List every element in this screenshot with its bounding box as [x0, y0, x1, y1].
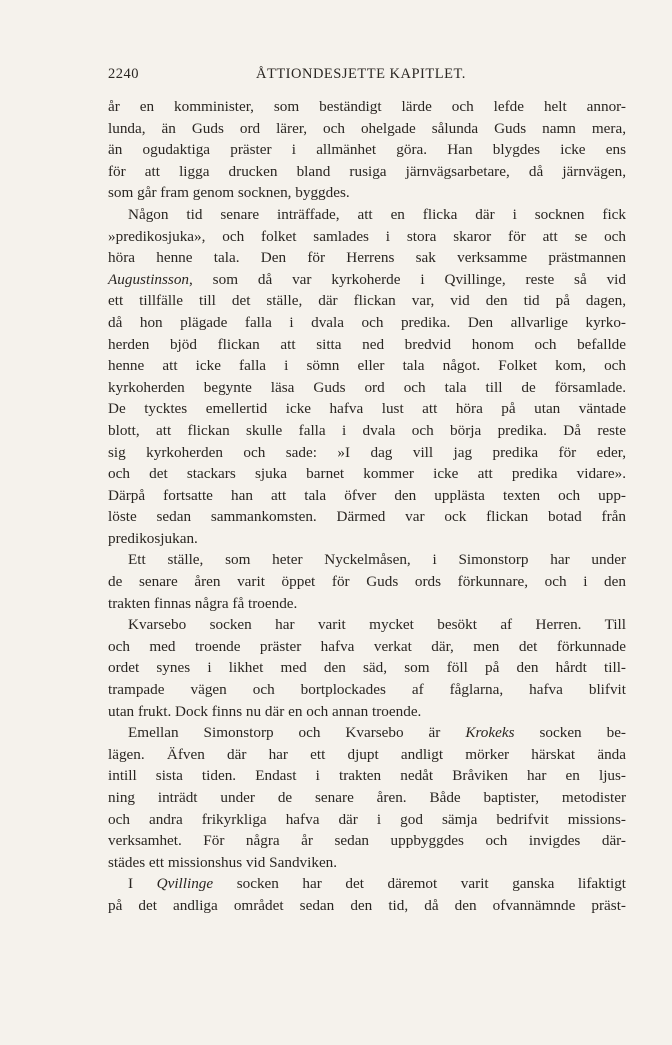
text-line: utan frukt. Dock finns nu där en och annan troende.	[108, 702, 422, 720]
text-line: Emellan Simonstorp och Kvarsebo är Krokeks socken be-	[128, 724, 626, 742]
text-line: lunda, än Guds ord lärer, och ohelgade sålunda Guds namn mera,	[108, 119, 626, 137]
text-line: Kvarsebo socken har varit mycket besökt af Herren. Till	[128, 616, 626, 634]
running-title: ÅTTIONDESJETTE KAPITLET.	[256, 66, 466, 82]
text-line: än ogudaktiga präster i allmänhet göra. Han blygdes icke ens	[108, 141, 626, 159]
text-line: predikosjukan.	[108, 529, 198, 547]
text-line: trakten finnas några få troende.	[108, 594, 298, 612]
text-line: Därpå fortsatte han att tala öfver den upplästa texten och upp-	[108, 486, 626, 504]
text-line: »predikosjuka», och folket samlades i stora skaror för att se och	[108, 227, 626, 245]
paragraph	[108, 614, 626, 722]
page-header	[108, 66, 616, 88]
paragraph	[108, 549, 626, 614]
text-line: för att ligga drucken bland rusiga järnvägsarbetare, då järnvägen,	[108, 162, 626, 180]
text-line: ett tillfälle till det ställe, där flickan var, vid den tid på dagen,	[108, 292, 626, 310]
text-line: löste sedan sammankomsten. Därmed var ock flickan botad från	[108, 508, 626, 526]
text-line: kyrkoherden begynte läsa Guds ord och tala till de församlade.	[108, 378, 626, 396]
text-line: henne att icke falla i sömn eller tala något. Folket kom, och	[108, 357, 626, 375]
paragraph	[108, 873, 626, 916]
text-line: och andra frikyrkliga hafva där i god sämja bedrifvit missions-	[108, 810, 626, 828]
text-line: lägen. Äfven där har ett djupt andligt mörker härskat ända	[108, 745, 626, 763]
text-line: De tycktes emellertid icke hafva lust att höra på utan väntade	[108, 400, 626, 418]
text-line: herden bjöd flickan att sitta ned bredvid honom och befallde	[108, 335, 626, 353]
text-line: verksamhet. För några år sedan uppbyggdes och invigdes där-	[108, 832, 626, 850]
paragraph	[108, 204, 626, 550]
text-line: år en komminister, som beständigt lärde och lefde helt annor-	[108, 98, 626, 115]
text-line: blott, att flickan skulle falla i dvala och börja predika. Då reste	[108, 421, 626, 439]
text-line: Någon tid senare inträffade, att en flicka där i socknen fick	[128, 205, 626, 223]
paragraph	[108, 96, 626, 204]
text-line: ordet synes i likhet med den säd, som föll på den hårdt till-	[108, 659, 626, 677]
text-line: ning inträdt under de senare åren. Både baptister, metodister	[108, 789, 626, 806]
text-line: på det andliga området sedan den tid, då den ofvannämnde präst-	[108, 896, 626, 914]
text-line: intill sista tiden. Endast i trakten nedåt Bråviken har en ljus-	[108, 767, 626, 785]
text-line: då hon plägade falla i dvala och predika. Den allvarlige kyrko-	[108, 313, 626, 331]
text-line: I Qvillinge socken har det däremot varit ganska lifaktigt	[128, 875, 627, 893]
text-line: trampade vägen och bortplockades af fåglarna, hafva blifvit	[108, 681, 626, 699]
text-line: Ett ställe, som heter Nyckelmåsen, i Simonstorp har under	[128, 551, 626, 569]
text-line: och med troende präster hafva verkat där, men det förkunnade	[108, 637, 626, 655]
text-line: som går fram genom socknen, byggdes.	[108, 184, 350, 202]
text-line: höra henne tala. Den för Herrens sak verksamme prästmannen	[108, 249, 626, 267]
text-line: sig kyrkoherden och sade: »I dag vill jag predika för eder,	[108, 443, 626, 461]
paragraph	[108, 722, 626, 873]
page-number: 2240	[108, 66, 139, 82]
text-line: de senare åren varit öppet för Guds ords förkunnare, och i den	[108, 573, 626, 591]
text-line: Augustinsson, som då var kyrkoherde i Qvillinge, reste så vid	[108, 270, 626, 288]
text-line: och det stackars sjuka barnet kommer icke att predika vidare».	[108, 465, 626, 483]
body-text	[108, 96, 626, 917]
text-line: städes ett missionshus vid Sandviken.	[108, 853, 338, 871]
